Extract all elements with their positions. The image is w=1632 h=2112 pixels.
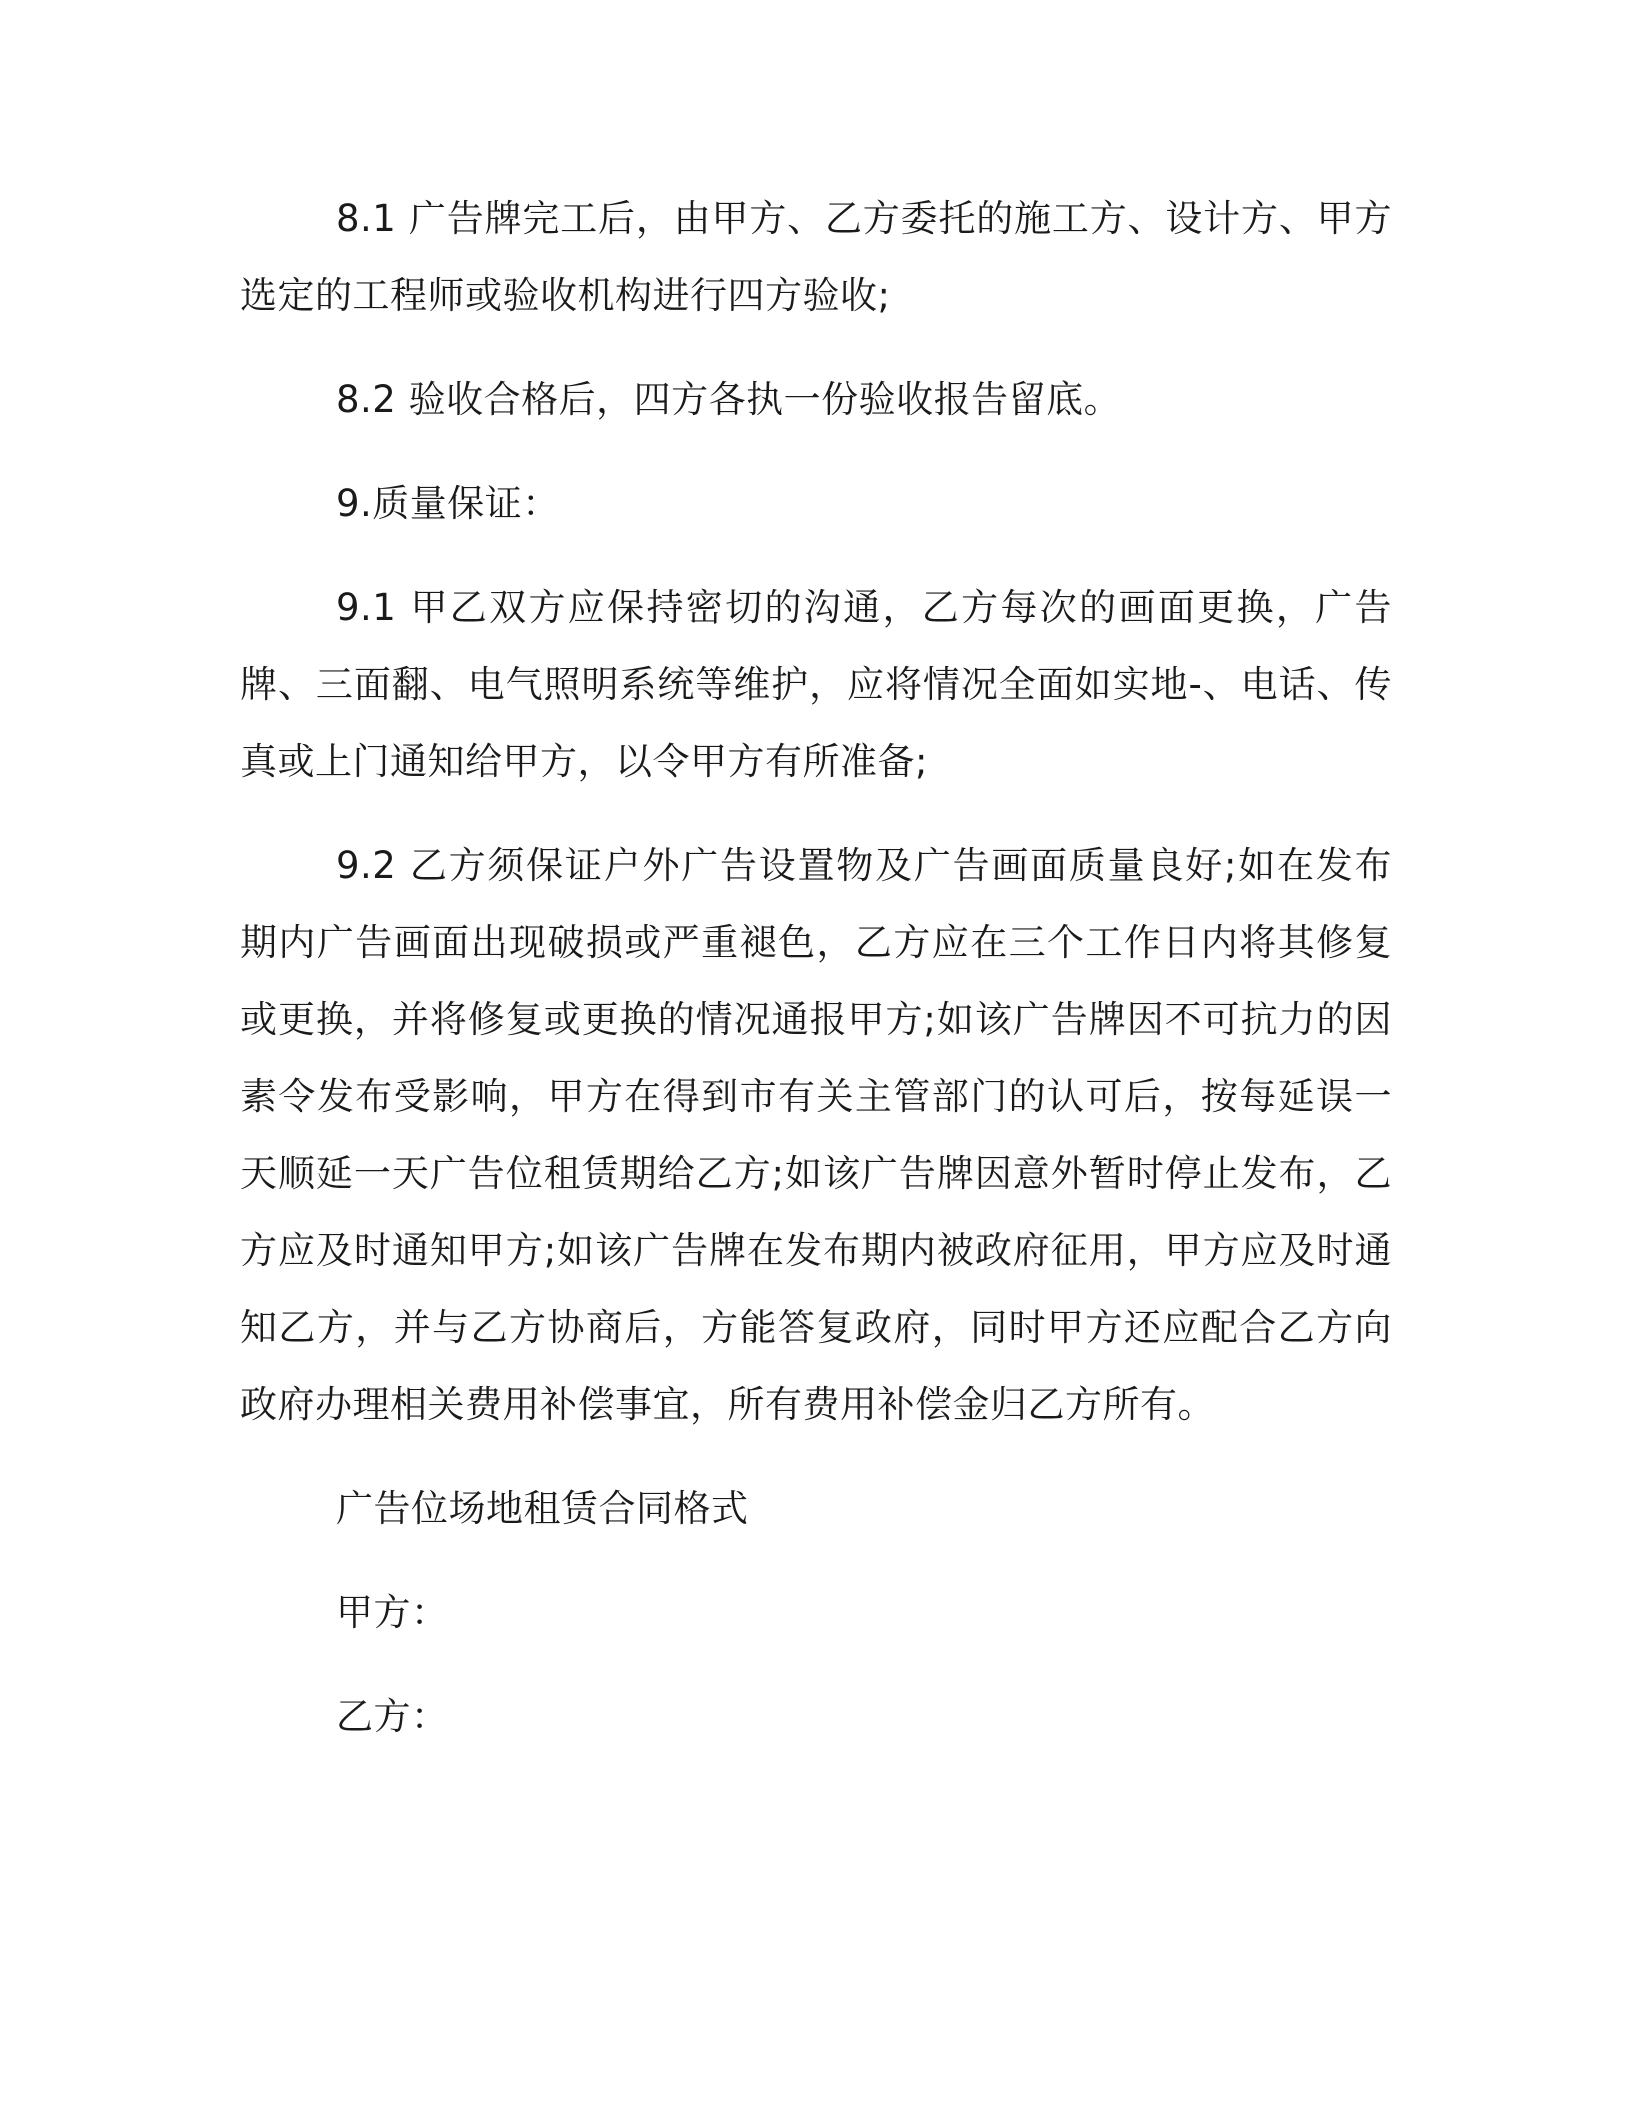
section-9-heading: 9.质量保证： xyxy=(336,482,560,525)
contract-title: 广告位场地租赁合同格式 xyxy=(336,1487,749,1530)
document-page xyxy=(240,180,1392,1755)
clause-9-2: 9.2 乙方须保证户外广告设置物及广告画面质量良好;如在发布期内广告画面出现破损或严重褪色，乙方应在三个工作日内将其修复或更换，并将修复或更换的情况通报甲方;如该广告牌因不可抗力的因素令发布受影响，甲方在得到市有关主管部门的认可后，按每延误一天顺延一天广告位租赁期给乙方;如该广告牌因意外暂时停止发布，乙方应及时通知甲方;如该广告牌在发布期内被政府征用，甲方应及时通知乙方，并与乙方协商后，方能答复政府，同时甲方还应配合乙方向政府办理相关费用补偿事宜，所有费用补偿金归乙方所有。 xyxy=(240,844,1392,1426)
clause-8-1: 8.1 广告牌完工后，由甲方、乙方委托的施工方、设计方、甲方选定的工程师或验收机构进行四方验收; xyxy=(240,197,1392,317)
clause-9-1: 9.1 甲乙双方应保持密切的沟通，乙方每次的画面更换，广告牌、三面翻、电气照明系统等维护，应将情况全面如实地-、电话、传真或上门通知给甲方，以令甲方有所准备; xyxy=(240,586,1392,783)
party-a-label: 甲方： xyxy=(336,1591,449,1634)
party-b-label: 乙方： xyxy=(336,1695,449,1738)
clause-8-2: 8.2 验收合格后，四方各执一份验收报告留底。 xyxy=(336,378,1122,421)
